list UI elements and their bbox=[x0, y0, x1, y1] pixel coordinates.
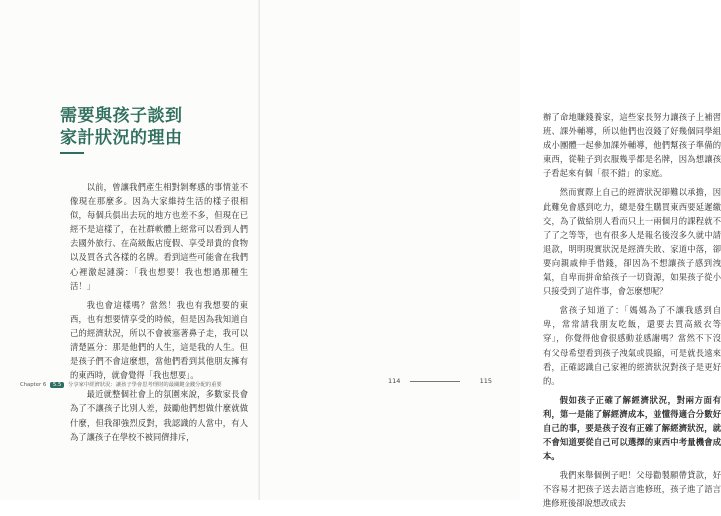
paragraph-emphasis: 假如孩子正確了解經濟狀況，對兩方面有利，第一是能了解經濟成本，並懂得適合分數好自己的事，要是孩子沒有正確了解經濟狀況，就不會知道要從自己可以選擇的東西中考量機會成本。 bbox=[543, 394, 721, 462]
chapter-label: Chapter 6 bbox=[20, 382, 47, 388]
left-body-text bbox=[70, 180, 248, 449]
paragraph: 我也會這樣嗎？當然！我也有我想要的東西，也有想要情享受的時候，但是因為我知道自己的經濟狀況，所以不會被塞著鼻子走，我可以清楚區分：那是他們的人生，這是我的人生。但是孩子們不會這麼想，當他們看到其他朋友擁有的東西時，就會覺得「我也想要」。 bbox=[70, 299, 248, 381]
heading-line-2: 家計狀況的理由 bbox=[60, 128, 183, 148]
running-title: 分享家中經濟狀況：讓孩子學會思考理財的最關鍵金錢分配的重要 bbox=[68, 382, 222, 388]
page-numbers bbox=[380, 377, 492, 387]
paragraph: 當孩子知道了：「媽媽為了不讓我感到自卑，常常請我朋友吃飯，還要去買高級衣等穿」，你覺得他會很感動並感謝嗎？當然不下沒有父母希望看到孩子洩氣或畏縮，可是就長遠來看，正確認識自己家裡的經濟狀況對孩子是更好的。 bbox=[543, 305, 721, 386]
right-page bbox=[260, 0, 721, 509]
left-page bbox=[0, 0, 260, 500]
heading-line-1: 需要與孩子談到 bbox=[60, 106, 183, 126]
paragraph: 然而實際上自己的經濟狀況卻難以承擔，因此難免會感到吃力，總是發生購買東西要延遲繳交，為了做給別人看而只上一兩個月的課程就不了了之等等，也有很多人是報名後沒多久就中請退款，明明現實狀況是經濟失敗、家道中落，卻要向親戚伸手借錢，卻因為不想讓孩子感到洩氣，自卑而拼命給孩子一切資源，如果孩子從小只接受到了這件事，會怎麼想呢？ bbox=[543, 187, 721, 297]
page-number-left: 114 bbox=[388, 377, 401, 385]
chapter-section-heading bbox=[60, 105, 183, 149]
page-number-divider bbox=[410, 381, 460, 382]
chapter-badge: 5.5 bbox=[50, 382, 64, 388]
paragraph: 我們來舉個例子吧！父母勸製願帶貸款，好不容易才把孩子送去語言進修班，孩子進了語言進修班後卻說想改成去 bbox=[543, 470, 721, 509]
heading-divider bbox=[60, 152, 84, 154]
page-number-right: 115 bbox=[479, 377, 492, 385]
left-page-footer bbox=[20, 380, 222, 388]
paragraph: 以前，曾讓我們產生相對剝奪感的事情並不像現在那麼多。因為大家維持生活的樣子很相似，每個兵俱出去玩的地方也差不多，但現在已經不是這樣了，在社群軟體上經常可以看到人們去國外旅行、在高級飯店度假、享受昂貴的食物以及買各式各樣的名牌。看到這些可能會在我們心裡激起漣漪：「我也想要！我也想過那種生活！」 bbox=[70, 182, 248, 291]
paragraph: 最近就整個社會上的氛圍來說，多數家長會為了不讓孩子比別人差，鼓勵他們想做什麼就做什麼，但我卻強烈反對，我認識的人當中，有人為了讓孩子在學校不被同儕排斥， bbox=[70, 389, 248, 442]
paragraph: 辦了命地賺錢養家，這些家長努力讓孩子上補習班、課外輔導，所以他們也沒錢了好幾個同學組成小團體一起參加課外輔導，他們幫孩子準備的東西，從鞋子到衣服幾乎都是名牌，因為想讓孩子看起來有個「很不錯」的家庭。 bbox=[543, 112, 721, 179]
right-body-text bbox=[543, 110, 721, 516]
